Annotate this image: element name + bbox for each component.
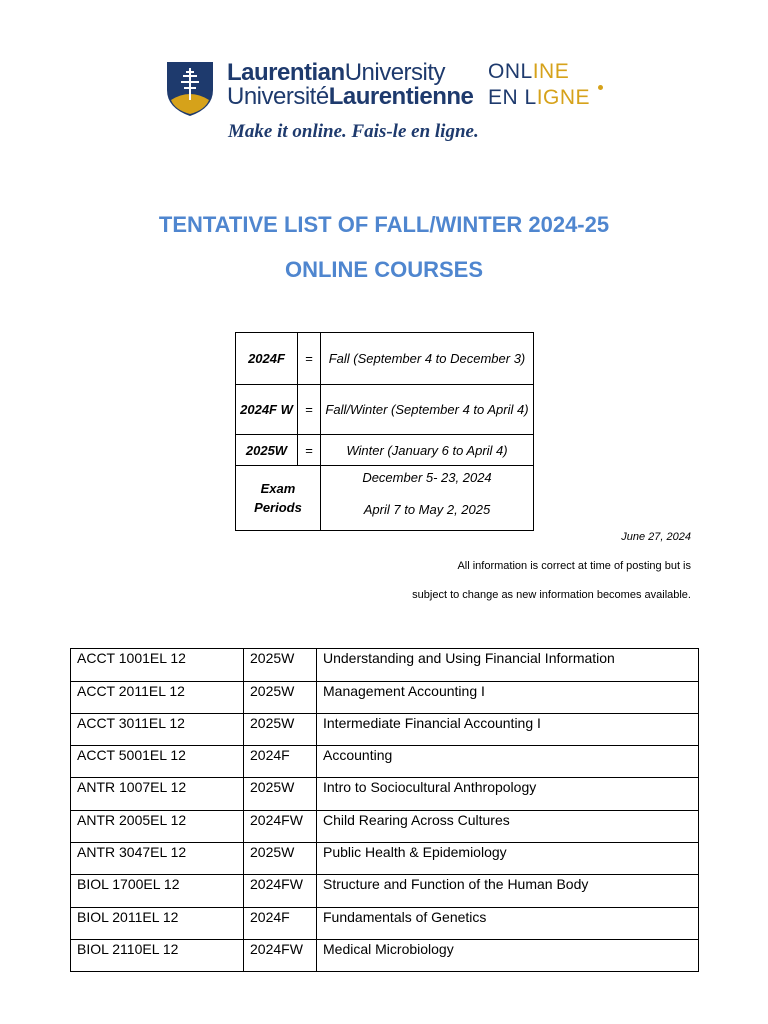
logo-name-fr xyxy=(227,83,473,111)
course-term: 2025W xyxy=(244,714,317,746)
course-code: ACCT 2011EL 12 xyxy=(71,682,244,714)
legend-equals: = xyxy=(298,333,321,385)
legend-description: Fall/Winter (September 4 to April 4) xyxy=(321,385,534,435)
course-table xyxy=(70,648,699,972)
exam-periods-dates xyxy=(321,466,534,531)
course-term: 2025W xyxy=(244,649,317,682)
page-title-line1: TENTATIVE LIST OF FALL/WINTER 2024-25 xyxy=(158,212,610,237)
page-title-line2: ONLINE COURSES xyxy=(284,257,484,282)
course-title: Intro to Sociocultural Anthropology xyxy=(317,778,699,811)
university-logo xyxy=(165,58,605,146)
course-code: BIOL 1700EL 12 xyxy=(71,875,244,908)
course-term: 2025W xyxy=(244,778,317,811)
course-term: 2025W xyxy=(244,843,317,875)
table-row xyxy=(71,714,699,746)
table-row xyxy=(71,940,699,972)
course-code: ACCT 1001EL 12 xyxy=(71,649,244,682)
legend-code: 2024F xyxy=(236,333,298,385)
course-title: Public Health & Epidemiology xyxy=(317,843,699,875)
course-title: Understanding and Using Financial Information xyxy=(317,649,699,682)
logo-name-fr-regular: Université xyxy=(227,83,329,110)
exam-period-winter: April 7 to May 2, 2025 xyxy=(363,502,491,517)
course-title: Accounting xyxy=(317,746,699,778)
term-legend-table xyxy=(235,332,534,531)
legend-row xyxy=(236,435,534,466)
legend-code: 2024F W xyxy=(236,385,298,435)
exam-period-fall: December 5- 23, 2024 xyxy=(362,470,492,485)
shield-crest-icon xyxy=(165,60,215,118)
course-title: Structure and Function of the Human Body xyxy=(317,875,699,908)
course-title: Fundamentals of Genetics xyxy=(317,908,699,940)
course-term: 2025W xyxy=(244,682,317,714)
logo-online-fr xyxy=(488,86,590,110)
course-title: Intermediate Financial Accounting I xyxy=(317,714,699,746)
legend-row xyxy=(236,385,534,435)
legend-equals: = xyxy=(298,435,321,466)
legend-description: Winter (January 6 to April 4) xyxy=(321,435,534,466)
logo-online-en-part2: INE xyxy=(532,60,570,83)
course-code: ANTR 1007EL 12 xyxy=(71,778,244,811)
table-row xyxy=(71,649,699,682)
table-row xyxy=(71,778,699,811)
legend-description: Fall (September 4 to December 3) xyxy=(321,333,534,385)
table-row xyxy=(71,875,699,908)
course-code: BIOL 2011EL 12 xyxy=(71,908,244,940)
course-code: ACCT 3011EL 12 xyxy=(71,714,244,746)
logo-name-en-bold: Laurentian xyxy=(227,59,345,86)
logo-name-fr-bold: Laurentienne xyxy=(328,83,474,110)
table-row xyxy=(71,843,699,875)
disclaimer-line1: All information is correct at time of posting but is xyxy=(457,560,691,572)
course-title: Medical Microbiology xyxy=(317,940,699,972)
legend-equals: = xyxy=(298,385,321,435)
logo-online-en-part1: ONL xyxy=(488,60,533,83)
course-term: 2024F xyxy=(244,908,317,940)
course-code: ANTR 2005EL 12 xyxy=(71,811,244,843)
course-term: 2024F xyxy=(244,746,317,778)
legend-code: 2025W xyxy=(236,435,298,466)
course-title: Child Rearing Across Cultures xyxy=(317,811,699,843)
posting-date: June 27, 2024 xyxy=(621,531,691,543)
logo-online-en xyxy=(488,60,569,84)
course-code: ANTR 3047EL 12 xyxy=(71,843,244,875)
exam-periods-label: Exam Periods xyxy=(236,466,321,531)
logo-tagline: Make it online. Fais-le en ligne. xyxy=(228,121,479,142)
table-row xyxy=(71,682,699,714)
logo-online-fr-part2: IGNE xyxy=(536,86,591,109)
course-term: 2024FW xyxy=(244,940,317,972)
table-row xyxy=(71,811,699,843)
course-code: BIOL 2110EL 12 xyxy=(71,940,244,972)
logo-name-en-regular: University xyxy=(344,59,446,86)
disclaimer-line2: subject to change as new information becomes available. xyxy=(412,589,691,601)
table-row xyxy=(71,746,699,778)
course-title: Management Accounting I xyxy=(317,682,699,714)
course-term: 2024FW xyxy=(244,811,317,843)
course-term: 2024FW xyxy=(244,875,317,908)
course-code: ACCT 5001EL 12 xyxy=(71,746,244,778)
legend-row xyxy=(236,333,534,385)
table-row xyxy=(71,908,699,940)
logo-online-fr-part1: EN L xyxy=(488,86,537,109)
logo-dot-icon xyxy=(598,85,603,90)
exam-periods-row xyxy=(236,466,534,531)
